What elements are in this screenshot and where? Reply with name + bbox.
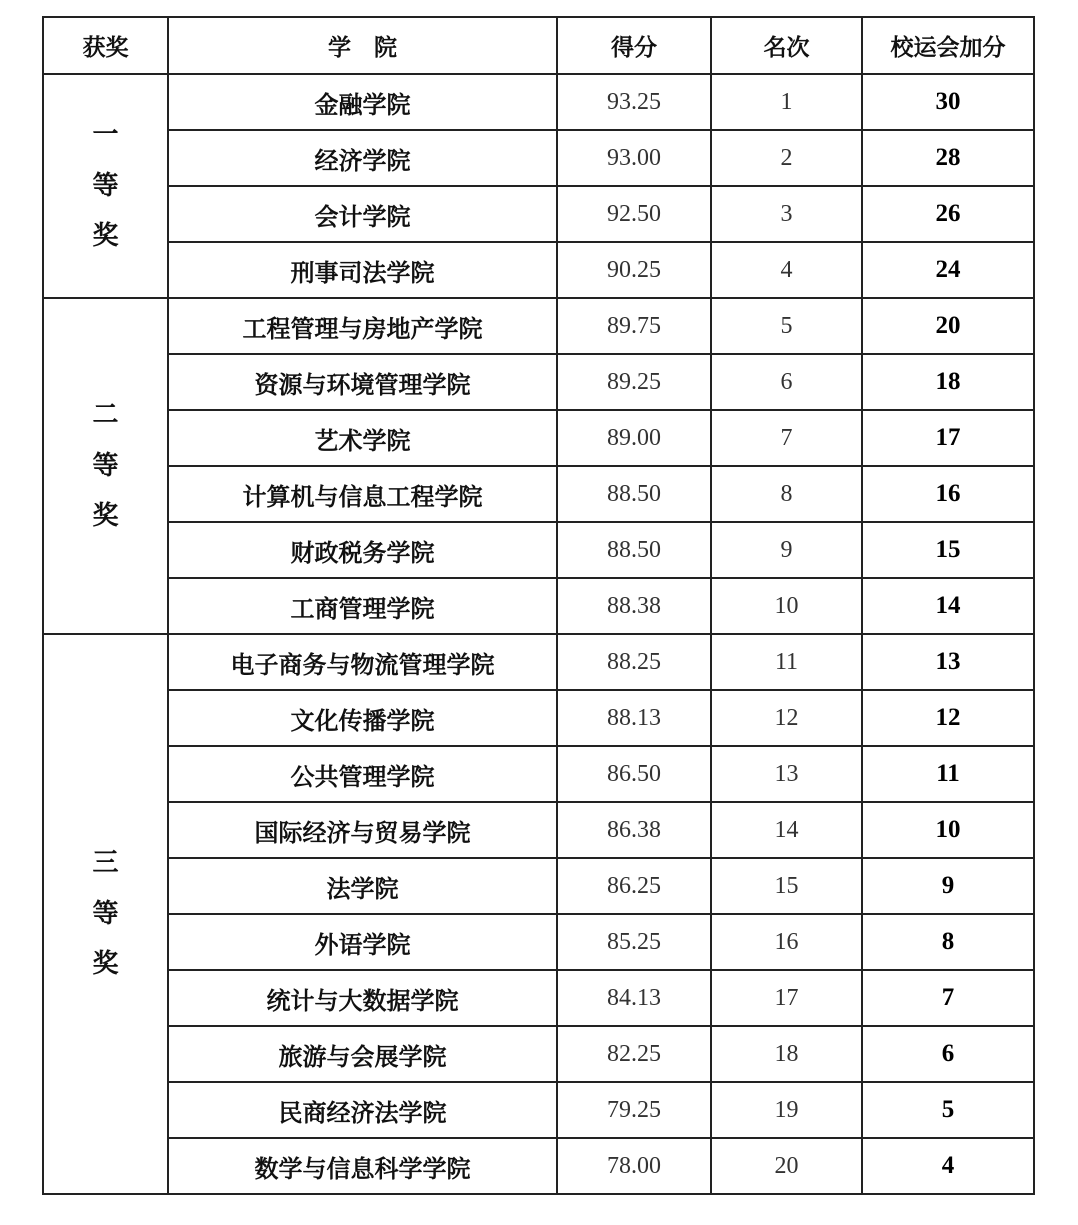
rank-value: 18 xyxy=(711,1026,862,1082)
bonus-value: 14 xyxy=(862,578,1034,634)
bonus-value: 13 xyxy=(862,634,1034,690)
score-value: 86.38 xyxy=(557,802,711,858)
score-value: 89.25 xyxy=(557,354,711,410)
bonus-value: 8 xyxy=(862,914,1034,970)
award-first-prize xyxy=(43,74,168,298)
rank-value: 15 xyxy=(711,858,862,914)
college-name: 法学院 xyxy=(168,858,557,914)
awards-table xyxy=(42,16,1035,1195)
rank-value: 10 xyxy=(711,578,862,634)
score-value: 88.38 xyxy=(557,578,711,634)
header-row xyxy=(43,17,1034,74)
bonus-value: 18 xyxy=(862,354,1034,410)
college-name: 统计与大数据学院 xyxy=(168,970,557,1026)
college-name: 数学与信息科学学院 xyxy=(168,1138,557,1194)
bonus-value: 24 xyxy=(862,242,1034,298)
rank-value: 12 xyxy=(711,690,862,746)
table-row xyxy=(43,914,1034,970)
college-name: 会计学院 xyxy=(168,186,557,242)
table-row xyxy=(43,186,1034,242)
college-name: 民商经济法学院 xyxy=(168,1082,557,1138)
college-name: 国际经济与贸易学院 xyxy=(168,802,557,858)
table-row xyxy=(43,690,1034,746)
rank-value: 9 xyxy=(711,522,862,578)
score-value: 92.50 xyxy=(557,186,711,242)
rank-value: 3 xyxy=(711,186,862,242)
rank-value: 1 xyxy=(711,74,862,130)
bonus-value: 26 xyxy=(862,186,1034,242)
rank-value: 17 xyxy=(711,970,862,1026)
rank-value: 8 xyxy=(711,466,862,522)
bonus-value: 28 xyxy=(862,130,1034,186)
bonus-value: 10 xyxy=(862,802,1034,858)
table-row xyxy=(43,1026,1034,1082)
college-name: 经济学院 xyxy=(168,130,557,186)
header-rank: 名次 xyxy=(711,17,862,74)
rank-value: 13 xyxy=(711,746,862,802)
rank-value: 7 xyxy=(711,410,862,466)
award-char: 二 xyxy=(92,399,119,430)
score-value: 93.25 xyxy=(557,74,711,130)
college-name: 旅游与会展学院 xyxy=(168,1026,557,1082)
table-body xyxy=(43,74,1034,1194)
score-value: 88.50 xyxy=(557,522,711,578)
rank-value: 6 xyxy=(711,354,862,410)
table-row xyxy=(43,410,1034,466)
college-name: 财政税务学院 xyxy=(168,522,557,578)
bonus-value: 16 xyxy=(862,466,1034,522)
table-row xyxy=(43,746,1034,802)
award-char: 一 xyxy=(92,119,119,150)
bonus-value: 12 xyxy=(862,690,1034,746)
rank-value: 5 xyxy=(711,298,862,354)
table-row xyxy=(43,522,1034,578)
award-char: 奖 xyxy=(92,221,119,252)
rank-value: 11 xyxy=(711,634,862,690)
award-third-prize xyxy=(43,634,168,1194)
college-name: 刑事司法学院 xyxy=(168,242,557,298)
table-row xyxy=(43,466,1034,522)
score-value: 86.50 xyxy=(557,746,711,802)
rank-value: 4 xyxy=(711,242,862,298)
score-value: 85.25 xyxy=(557,914,711,970)
bonus-value: 30 xyxy=(862,74,1034,130)
college-name: 金融学院 xyxy=(168,74,557,130)
score-value: 78.00 xyxy=(557,1138,711,1194)
college-name: 工商管理学院 xyxy=(168,578,557,634)
college-name: 计算机与信息工程学院 xyxy=(168,466,557,522)
college-name: 资源与环境管理学院 xyxy=(168,354,557,410)
table-row xyxy=(43,1138,1034,1194)
award-char: 奖 xyxy=(92,949,119,980)
bonus-value: 11 xyxy=(862,746,1034,802)
bonus-value: 6 xyxy=(862,1026,1034,1082)
table-row xyxy=(43,970,1034,1026)
college-name: 公共管理学院 xyxy=(168,746,557,802)
table-row xyxy=(43,634,1034,690)
bonus-value: 4 xyxy=(862,1138,1034,1194)
score-value: 89.75 xyxy=(557,298,711,354)
rank-value: 20 xyxy=(711,1138,862,1194)
table-row xyxy=(43,298,1034,354)
award-char: 等 xyxy=(92,450,119,481)
bonus-value: 20 xyxy=(862,298,1034,354)
bonus-value: 9 xyxy=(862,858,1034,914)
college-name: 电子商务与物流管理学院 xyxy=(168,634,557,690)
score-value: 89.00 xyxy=(557,410,711,466)
header-bonus: 校运会加分 xyxy=(862,17,1034,74)
score-value: 88.13 xyxy=(557,690,711,746)
score-value: 88.50 xyxy=(557,466,711,522)
rank-value: 2 xyxy=(711,130,862,186)
score-value: 93.00 xyxy=(557,130,711,186)
college-name: 文化传播学院 xyxy=(168,690,557,746)
bonus-value: 7 xyxy=(862,970,1034,1026)
college-name: 艺术学院 xyxy=(168,410,557,466)
rank-value: 16 xyxy=(711,914,862,970)
table-row xyxy=(43,802,1034,858)
rank-value: 14 xyxy=(711,802,862,858)
score-value: 86.25 xyxy=(557,858,711,914)
award-char: 奖 xyxy=(92,501,119,532)
score-value: 90.25 xyxy=(557,242,711,298)
bonus-value: 5 xyxy=(862,1082,1034,1138)
table-row xyxy=(43,74,1034,130)
award-char: 等 xyxy=(92,898,119,929)
header-score: 得分 xyxy=(557,17,711,74)
table-row xyxy=(43,242,1034,298)
score-value: 79.25 xyxy=(557,1082,711,1138)
table-row xyxy=(43,1082,1034,1138)
college-name: 外语学院 xyxy=(168,914,557,970)
rank-value: 19 xyxy=(711,1082,862,1138)
table-row xyxy=(43,858,1034,914)
award-char: 等 xyxy=(92,170,119,201)
table-row xyxy=(43,578,1034,634)
award-char: 三 xyxy=(92,847,119,878)
header-award: 获奖 xyxy=(43,17,168,74)
bonus-value: 17 xyxy=(862,410,1034,466)
table-row xyxy=(43,130,1034,186)
table-row xyxy=(43,354,1034,410)
header-college: 学 院 xyxy=(168,17,557,74)
college-name: 工程管理与房地产学院 xyxy=(168,298,557,354)
score-value: 88.25 xyxy=(557,634,711,690)
score-value: 82.25 xyxy=(557,1026,711,1082)
bonus-value: 15 xyxy=(862,522,1034,578)
score-value: 84.13 xyxy=(557,970,711,1026)
award-second-prize xyxy=(43,298,168,634)
